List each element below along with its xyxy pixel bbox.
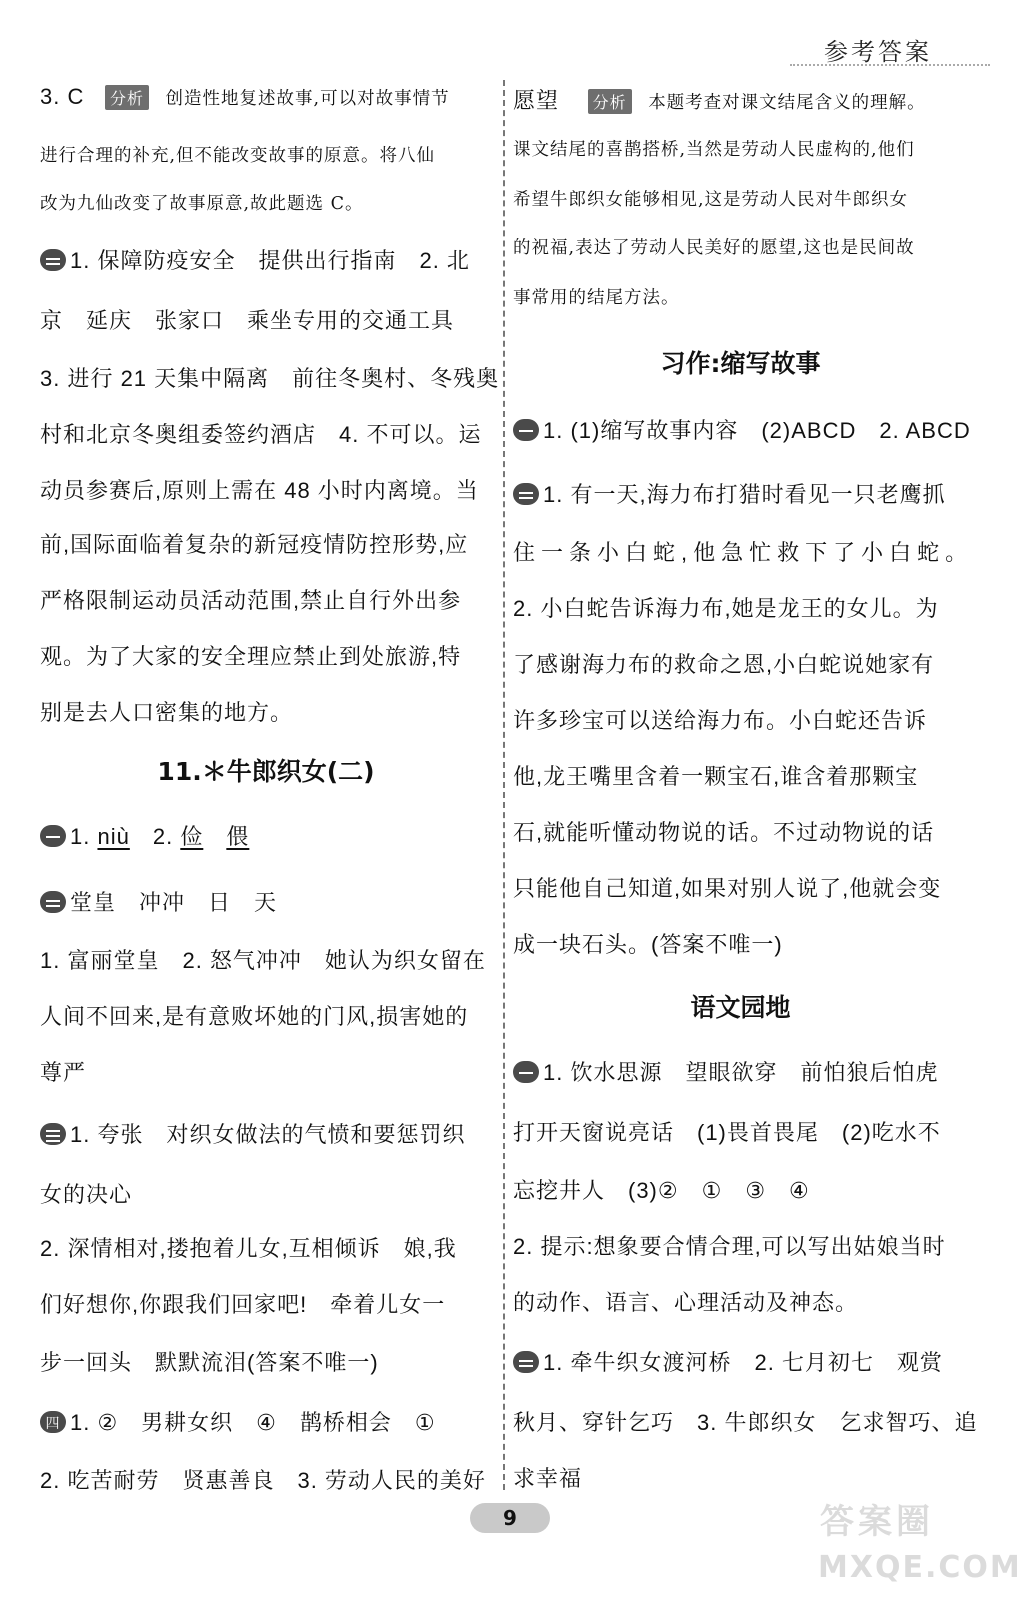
watermark-url: MXQE.COM — [818, 1550, 1022, 1585]
answer-line: 动员参赛后,原则上需在 48 小时内离境。当 — [40, 478, 479, 503]
answer-line: 尊严 — [40, 1060, 87, 1085]
answer-line: 打开天窗说亮话 (1)畏首畏尾 (2)吃水不 — [513, 1120, 941, 1145]
answer-line: 京 延庆 张家口 乘坐专用的交通工具 — [40, 308, 455, 333]
lesson-section-3: 1. 夸张 对织女做法的气愤和要惩罚织 — [40, 1118, 492, 1149]
carryover-word: 愿望 — [513, 88, 560, 113]
answer-line: 许多珍宝可以送给海力布。小白蛇还告诉 — [513, 708, 928, 733]
answer-line: 2. 提示:想象要合情合理,可以写出姑娘当时 — [513, 1234, 946, 1259]
char-answer: 偎 — [226, 824, 250, 849]
analysis-line: 事常用的结尾方法。 — [513, 288, 680, 308]
header-label: 参考答案 — [824, 38, 932, 66]
char-answer: 俭 — [180, 824, 204, 849]
section-3-badge — [40, 1123, 66, 1145]
answer-line: 别是去人口密集的地方。 — [40, 700, 294, 725]
q3-analysis-line: 进行合理的补充,但不能改变故事的原意。将八仙 — [40, 146, 436, 166]
pinyin-answer: niù — [97, 824, 130, 849]
answer-line: 们好想你,你跟我们回家吧! 牵着儿女一 — [40, 1292, 446, 1317]
q3-analysis-line: 创造性地复述故事,可以对故事情节 — [165, 89, 450, 109]
header-rule — [790, 64, 990, 66]
answer-line: 2. 吃苦耐劳 贤惠善良 3. 劳动人民的美好 — [40, 1468, 486, 1493]
garden-section-1: 1. 饮水思源 望眼欲穿 前怕狼后怕虎 — [513, 1056, 968, 1087]
section-heading: 语文园地 — [690, 993, 791, 1022]
section-2-line: 1. 保障防疫安全 提供出行指南 2. 北 — [40, 244, 492, 275]
section-1-badge — [513, 419, 539, 441]
lesson-section-2: 堂皇 冲冲 日 天 — [40, 886, 492, 917]
section-4-badge: 四 — [40, 1411, 66, 1433]
composition-section-1: 1. (1)缩写故事内容 (2)ABCD 2. ABCD — [513, 414, 968, 445]
composition-section-2: 1. 有一天,海力布打猎时看见一只老鹰抓 — [513, 478, 968, 509]
analysis-line: 希望牛郎织女能够相见,这是劳动人民对牛郎织女 — [513, 190, 909, 210]
section-2-badge — [513, 483, 539, 505]
watermark-text: 答案圈 — [820, 1502, 934, 1542]
answer-line: 3. 进行 21 天集中隔离 前往冬奥村、冬残奥 — [40, 366, 500, 391]
answer-line: 他,龙王嘴里含着一颗宝石,谁含着那颗宝 — [513, 764, 919, 789]
answer-line: 求幸福 — [513, 1466, 583, 1491]
answer-line: 石,就能听懂动物说的话。不过动物说的话 — [513, 820, 935, 845]
lesson-title: 11.＊牛郎织女(二) — [157, 757, 375, 786]
answer-line: 2. 深情相对,搂抱着儿女,互相倾诉 娘,我 — [40, 1236, 457, 1261]
answer-line: 成一块石头。(答案不唯一) — [513, 932, 783, 957]
analysis-tag: 分析 — [588, 89, 632, 114]
q3-analysis-line: 改为九仙改变了故事原意,故此题选 C。 — [40, 194, 364, 214]
answer-line: 严格限制运动员活动范围,禁止自行外出参 — [40, 588, 462, 613]
answer-line: 了感谢海力布的救命之恩,小白蛇说她家有 — [513, 652, 935, 677]
section-heading: 习作:缩写故事 — [660, 349, 821, 378]
q3-line — [40, 84, 492, 112]
answer-line: 前,国际面临着复杂的新冠疫情防控形势,应 — [40, 532, 469, 557]
section-2-badge — [40, 891, 66, 913]
garden-section-2: 1. 牵牛织女渡河桥 2. 七月初七 观赏 — [513, 1346, 968, 1377]
answer-line: 步一回头 默默流泪(答案不唯一) — [40, 1350, 379, 1375]
q3-answer: 3. C — [40, 84, 85, 109]
lesson-section-4: 四 1. ② 男耕女织 ④ 鹊桥相会 ① — [40, 1406, 492, 1437]
column-divider — [503, 80, 505, 1490]
section-2-badge — [513, 1351, 539, 1373]
answer-line: 观。为了大家的安全理应禁止到处旅游,特 — [40, 644, 462, 669]
answer-line: 2. 小白蛇告诉海力布,她是龙王的女儿。为 — [513, 596, 939, 621]
answer-line: 忘挖井人 (3)② ① ③ ④ — [513, 1178, 810, 1203]
section-2-badge — [40, 249, 66, 271]
answer-line: 的动作、语言、心理活动及神态。 — [513, 1290, 859, 1315]
section-1-badge — [40, 825, 66, 847]
lesson-section-1: 1. niù 2. 俭 偎 — [40, 820, 492, 851]
page-number: 9 — [470, 1503, 550, 1533]
section-1-badge — [513, 1061, 539, 1083]
watermark-logo — [800, 1490, 1022, 1590]
analysis-line: 愿望 分析 本题考查对课文结尾含义的理解。 — [513, 88, 926, 113]
answer-line: 1. 富丽堂皇 2. 怒气冲冲 她认为织女留在 — [40, 948, 486, 973]
answer-line: 住一条小白蛇,他急忙救下了小白蛇。 — [513, 540, 974, 565]
answer-line: 只能他自己知道,如果对别人说了,他就会变 — [513, 876, 942, 901]
analysis-tag: 分析 — [105, 85, 149, 110]
analysis-line: 课文结尾的喜鹊搭桥,当然是劳动人民虚构的,他们 — [513, 140, 915, 160]
analysis-line: 的祝福,表达了劳动人民美好的愿望,这也是民间故 — [513, 238, 915, 258]
answer-line: 女的决心 — [40, 1182, 133, 1207]
answer-line: 人间不回来,是有意败坏她的门风,损害她的 — [40, 1004, 469, 1029]
answer-line: 村和北京冬奥组委签约酒店 4. 不可以。运 — [40, 422, 482, 447]
answer-line: 秋月、穿针乞巧 3. 牛郎织女 乞求智巧、追 — [513, 1410, 978, 1435]
